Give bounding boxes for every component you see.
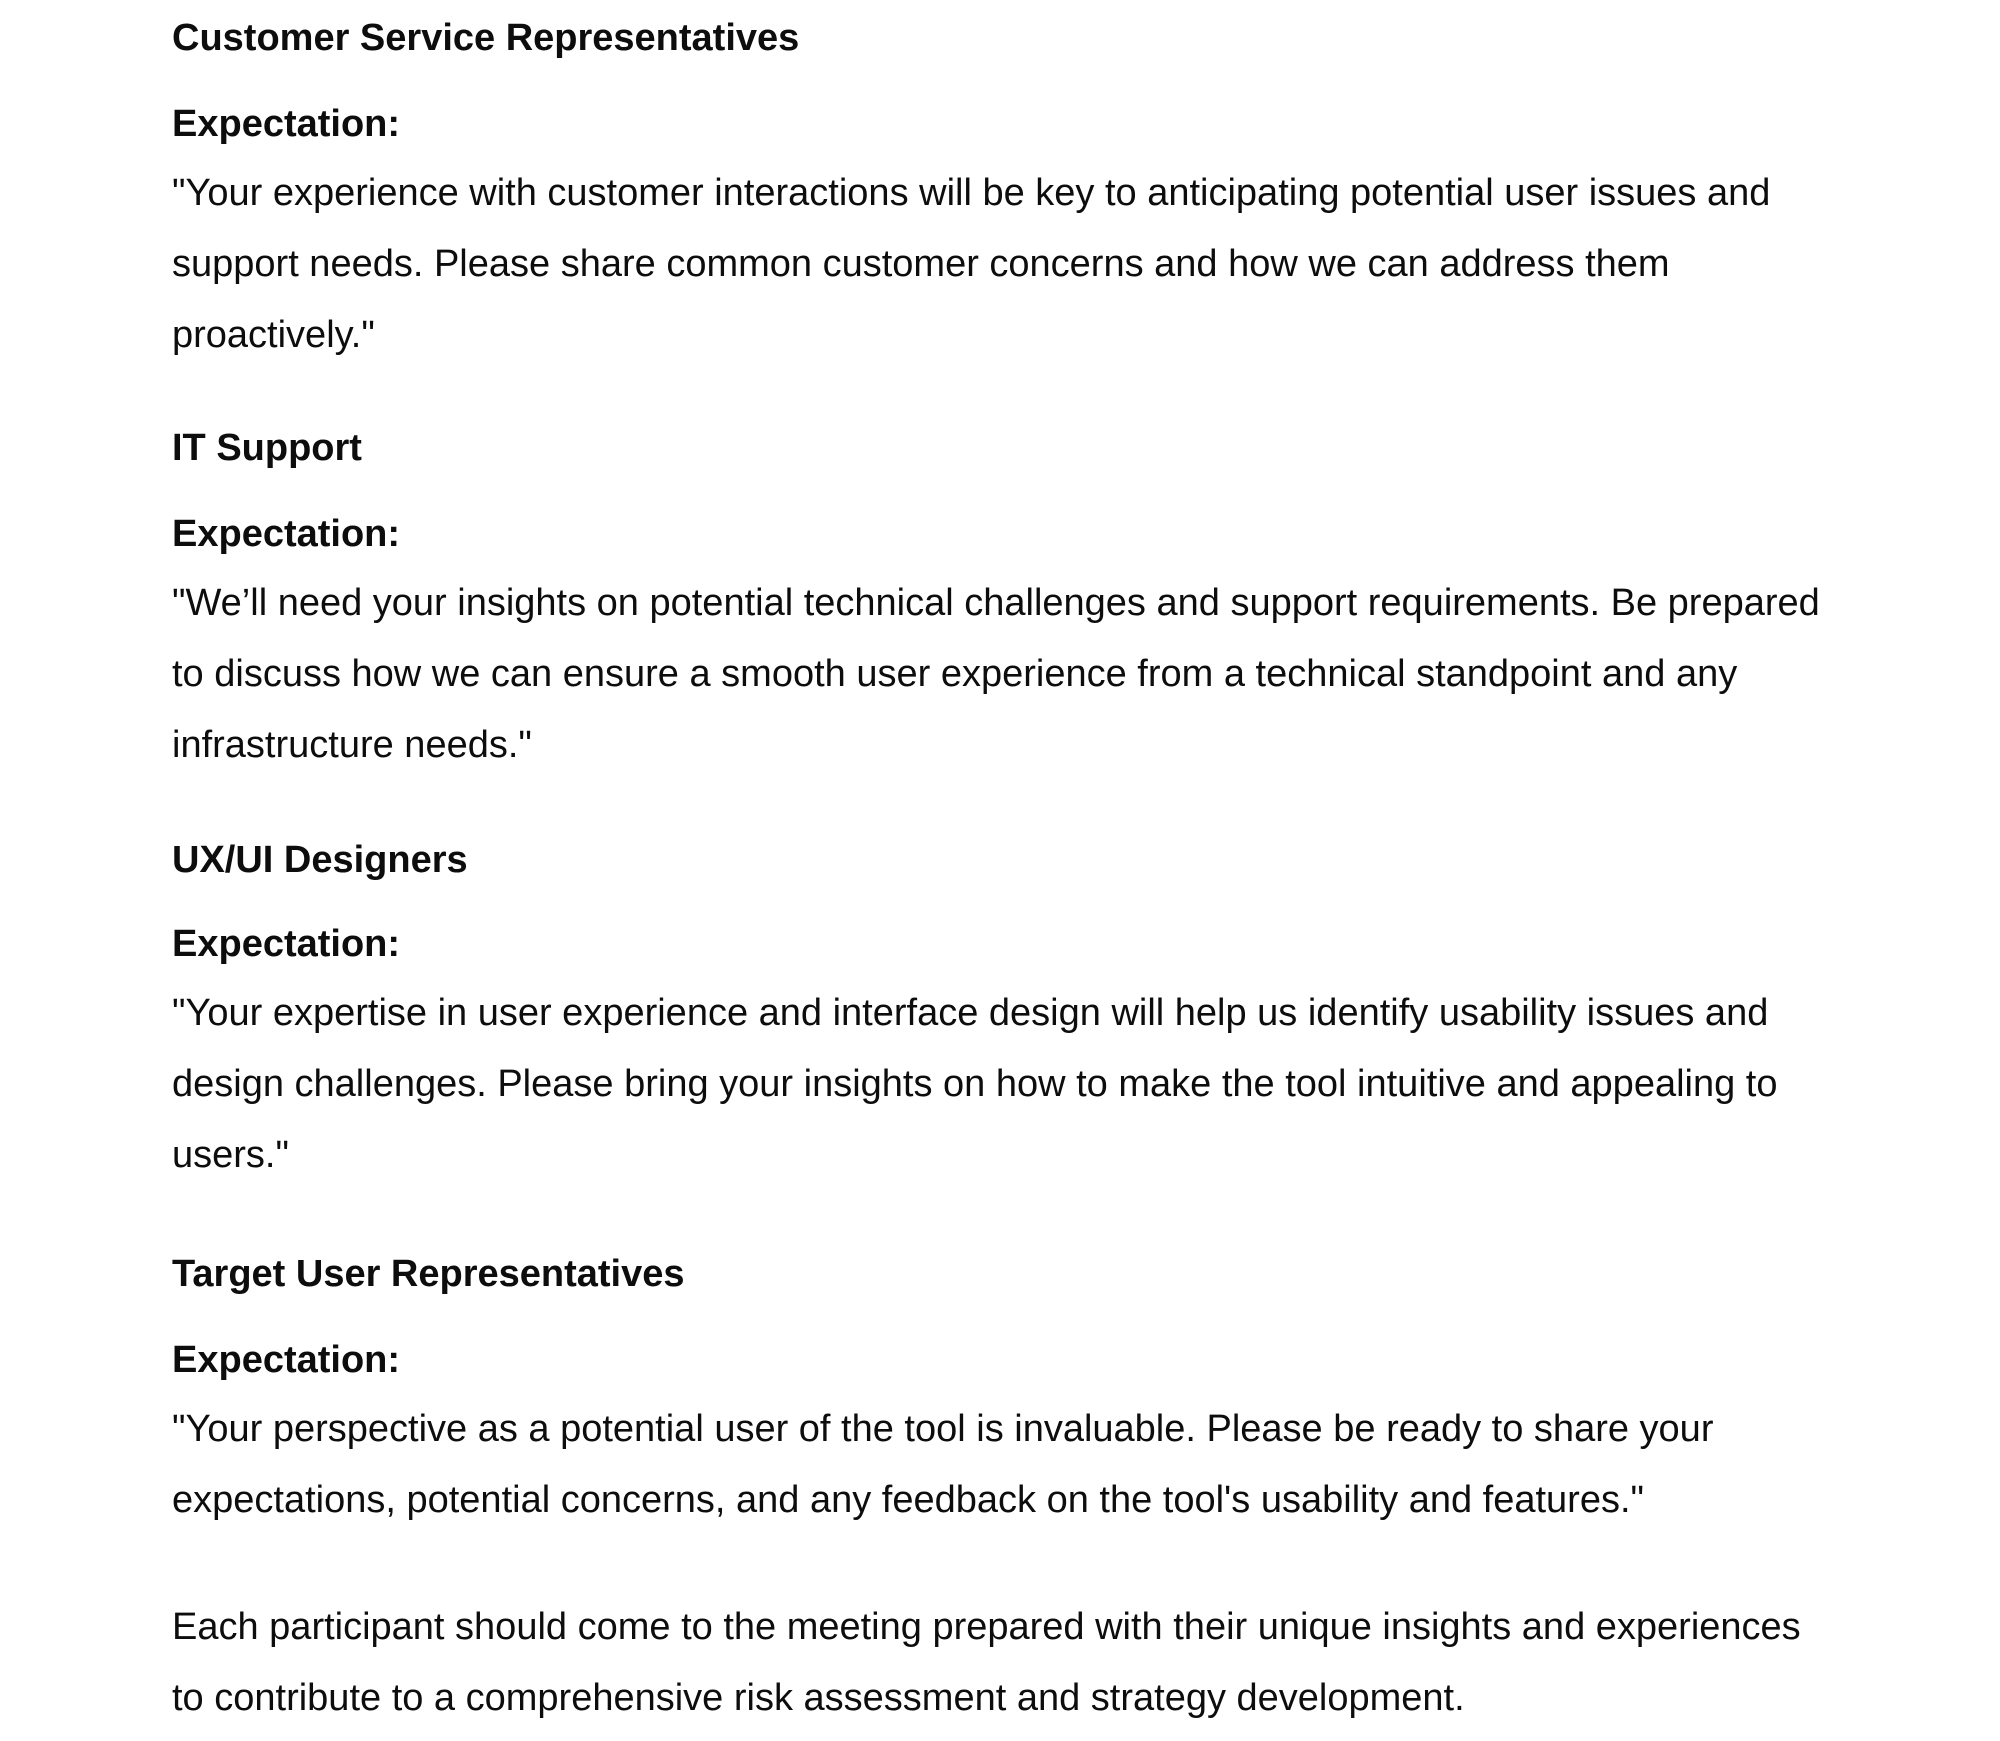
role-title: IT Support [172,427,362,469]
expectation-label: Expectation: [172,103,401,145]
expectation-label: Expectation: [172,513,401,555]
role-title: UX/UI Designers [172,839,468,881]
role-title: Target User Representatives [172,1253,685,1295]
expectation-text: "Your expertise in user experience and interface design will help us identify usability issues and design challenges. Please bring your insights on how to make the tool intuitive and appealing to users." [172,992,1778,1176]
role-title: Customer Service Representatives [172,17,800,59]
section-ux-ui-designers [172,836,1777,1191]
expectation-text: "Your perspective as a potential user of the tool is invaluable. Please be ready to share your expectations, potential concerns, and any feedback on the tool's usability and features." [172,1408,1714,1521]
closing-paragraph: Each participant should come to the meeting prepared with their unique insights and experiences to contribute to a comprehensive risk assessment and strategy development. [172,1606,1801,1719]
expectation-text: "We’ll need your insights on potential technical challenges and support requirements. Be prepared to discuss how we can ensure a smooth user experience from a technical standpoint and any infrastructure needs." [172,582,1820,766]
expectation-label: Expectation: [172,1339,401,1381]
section-target-users [172,1250,1713,1536]
expectation-label: Expectation: [172,923,401,965]
section-it-support [172,424,1820,781]
section-customer-service [172,14,1770,371]
expectation-text: "Your experience with customer interactions will be key to anticipating potential user issues and support needs. Please share common customer concerns and how we can address them proactively." [172,172,1771,356]
